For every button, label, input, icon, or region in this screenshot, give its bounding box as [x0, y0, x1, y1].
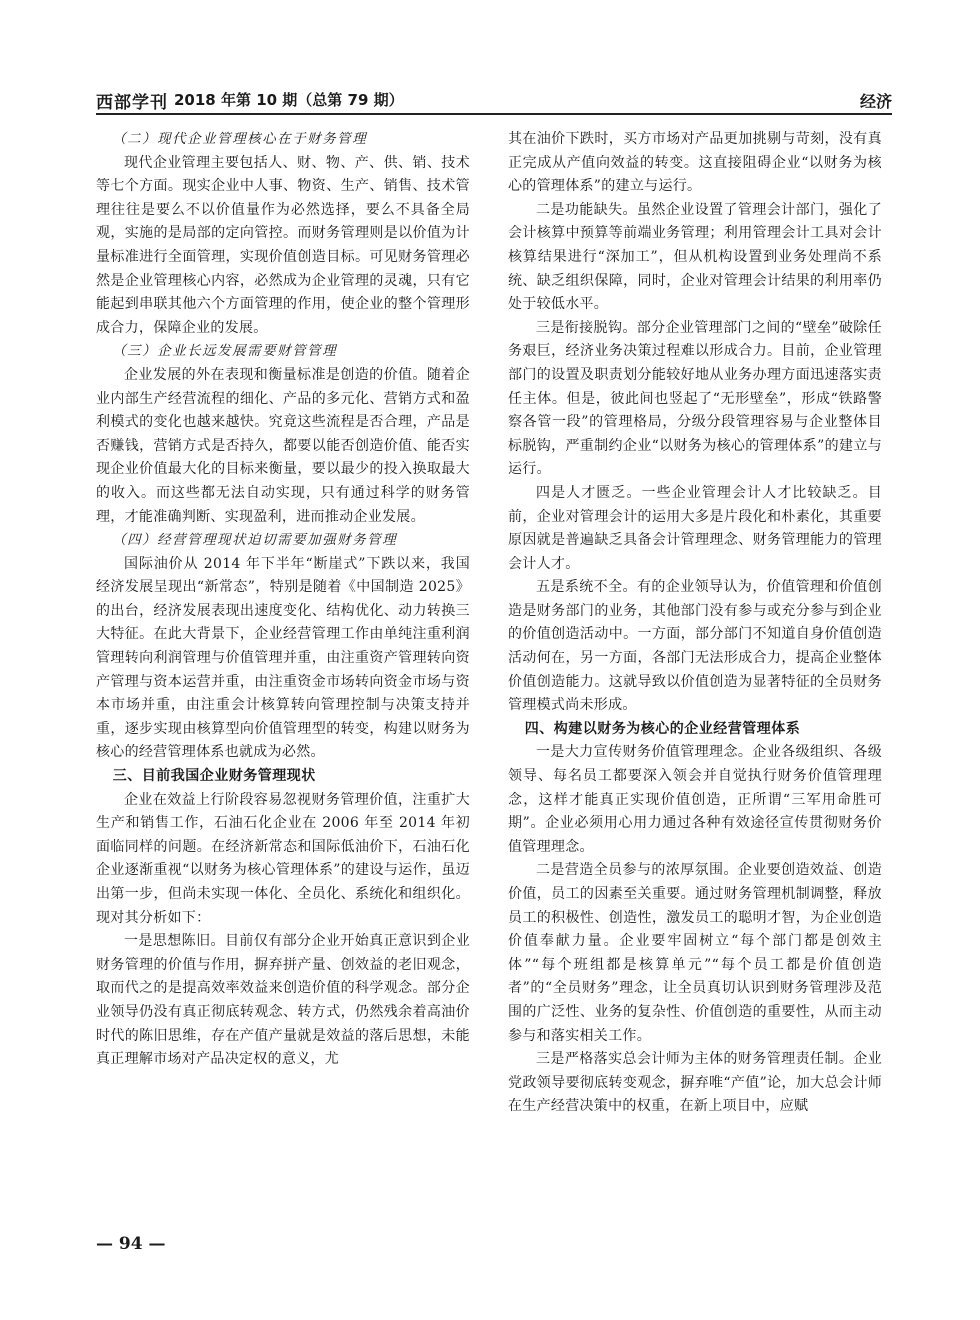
right-column	[508, 128, 882, 1119]
paragraph: 国际油价从 2014 年下半年“断崖式”下跌以来，我国经济发展呈现出“新常态”，特别是随着《中国制造 2025》的出台，经济发展表现出速度变化、结构优化、动力转换三大特征。在此大背景下，企业经营管理工作由单纯注重利润管理转向利润管理与价值管理并重，由注重资产管理转向资产管理与资本运营并重，由注重资金市场转向资金市场与资本市场并重，由注重会计核算转向管理控制与决策支持并重，逐步实现由核算型向价值管理型的转变，构建以财务为核心的经营管理体系也就成为必然。	[96, 555, 470, 761]
subsection-heading: （四）经营管理现状迫切需要加强财务管理	[112, 532, 398, 549]
section-heading: 四、构建以财务为核心的企业经营管理体系	[524, 720, 801, 737]
paragraph: 五是系统不全。有的企业领导认为，价值管理和价值创造是财务部门的业务，其他部门没有参与或充分参与到企业的价值创造活动中。一方面，部分部门不知道自身价值创造活动何在，另一方面，各部门无法形成合力，提高企业整体价值创造能力。这就导致以价值创造为显著特征的全员财务管理模式尚未形成。	[508, 579, 882, 714]
paragraph: 二是功能缺失。虽然企业设置了管理会计部门，强化了会计核算中预算等前端业务管理；利用管理会计工具对会计核算结果进行“深加工”，但从机构设置到业务处理尚不系统、缺乏组织保障，同时，企业对管理会计结果的利用率仍处于较低水平。	[508, 201, 882, 313]
subsection-heading: （二）现代企业管理核心在于财务管理	[112, 131, 368, 147]
paragraph: 企业在效益上行阶段容易忽视财务管理价值，注重扩大生产和销售工作，石油石化企业在 2006 年至 2014 年初面临同样的问题。在经济新常态和国际低油价下，石油石化企业逐渐重视“以财务为核心管理体系”的建设与运作，虽迈出第一步，但尚未实现一体化、全员化、系统化和组织化。现对其分析如下：	[96, 791, 470, 926]
header-rule	[96, 113, 892, 115]
left-column	[96, 128, 470, 1072]
paragraph: 三是衔接脱钩。部分企业管理部门之间的“壁垒”破除任务艰巨，经济业务决策过程难以形成合力。目前，企业管理部门的设置及职责划分能较好地从业务办理方面迅速落实责任主体。但是，彼此间也竖起了“无形壁垒”，形成“铁路警察各管一段”的管理格局，分级分段管理容易与企业整体目标脱钩，严重制约企业“以财务为核心的管理体系”的建立与运行。	[508, 319, 882, 478]
paragraph: 三是严格落实总会计师为主体的财务管理责任制。企业党政领导要彻底转变观念，摒弃唯“产值”论，加大总会计师在生产经营决策中的权重，在新上项目中，应赋	[508, 1051, 882, 1115]
subsection-heading: （三）企业长远发展需要财管管理	[112, 343, 338, 360]
paragraph: 企业发展的外在表现和衡量标准是创造的价值。随着企业内部生产经营流程的细化、产品的多元化、营销方式和盈利模式的变化也越来越快。究竟这些流程是否合理，产品是否赚钱，营销方式是否持久，都要以能否创造价值、能否实现企业价值最大化的目标来衡量，要以最少的投入换取最大的收入。而这些都无法自动实现，只有通过科学的财务管理，才能准确判断、实现盈利，进而推动企业发展。	[96, 366, 470, 525]
section-label: 经济	[859, 92, 892, 111]
paragraph: 一是大力宣传财务价值管理理念。企业各级组织、各级领导、每名员工都要深入领会并自觉执行财务价值管理理念，这样才能真正实现价值创造，正所谓“三军用命胜可期”。企业必须用心用力通过各种有效途径宣传贯彻财务价值管理理念。	[508, 744, 882, 855]
page-header	[96, 86, 892, 112]
paragraph: 现代企业管理主要包括人、财、物、产、供、销、技术等七个方面。现实企业中人事、物资、生产、销售、技术管理往往是要么不以价值量作为必然选择，要么不具备全局观，实施的是局部的定向管控。而财务管理则是以价值为计量标准进行全面管理，实现价值创造目标。可见财务管理必然是企业管理核心内容，必然成为企业管理的灵魂，只有它能起到串联其他六个方面管理的作用，使企业的整个管理形成合力，保障企业的发展。	[96, 154, 470, 336]
paragraph: 四是人才匮乏。一些企业管理会计人才比较缺乏。目前，企业对管理会计的运用大多是片段化和朴素化，其重要原因就是普遍缺乏具备会计管理理念、财务管理能力的管理会计人才。	[508, 484, 882, 572]
paragraph: 二是营造全员参与的浓厚氛围。企业要创造效益、创造价值，员工的因素至关重要。通过财务管理机制调整，释放员工的积极性、创造性，激发员工的聪明才智，为企业创造价值奉献力量。企业要牢固树立“每个部门都是创效主体”“每个班组都是核算单元”“每个员工都是价值创造者”的“全员财务”理念，让全员真切认识到财务管理涉及范围的广泛性、业务的复杂性、价值创造的重要性，从而主动参与和落实相关工作。	[508, 862, 882, 1044]
page-number: — 94 —	[96, 1234, 166, 1254]
journal-title: 西部学刊	[96, 93, 168, 113]
section-heading: 三、目前我国企业财务管理现状	[112, 768, 316, 785]
paragraph: 其在油价下跌时，买方市场对产品更加挑剔与苛刻，没有真正完成从产值向效益的转变。这直接阻碍企业“以财务为核心的管理体系”的建立与运行。	[508, 131, 882, 195]
issue-info: 2018 年第 10 期（总第 79 期）	[174, 91, 404, 109]
paragraph: 一是思想陈旧。目前仅有部分企业开始真正意识到企业财务管理的价值与作用，摒弃拼产量、创效益的老旧观念，取而代之的是提高效率效益来创造价值的科学观念。部分企业领导仍没有真正彻底转观念、转方式，仍然残余着高油价时代的陈旧思维，存在产值产量就是效益的落后思想，未能真正理解市场对产品决定权的意义，尤	[96, 933, 470, 1068]
